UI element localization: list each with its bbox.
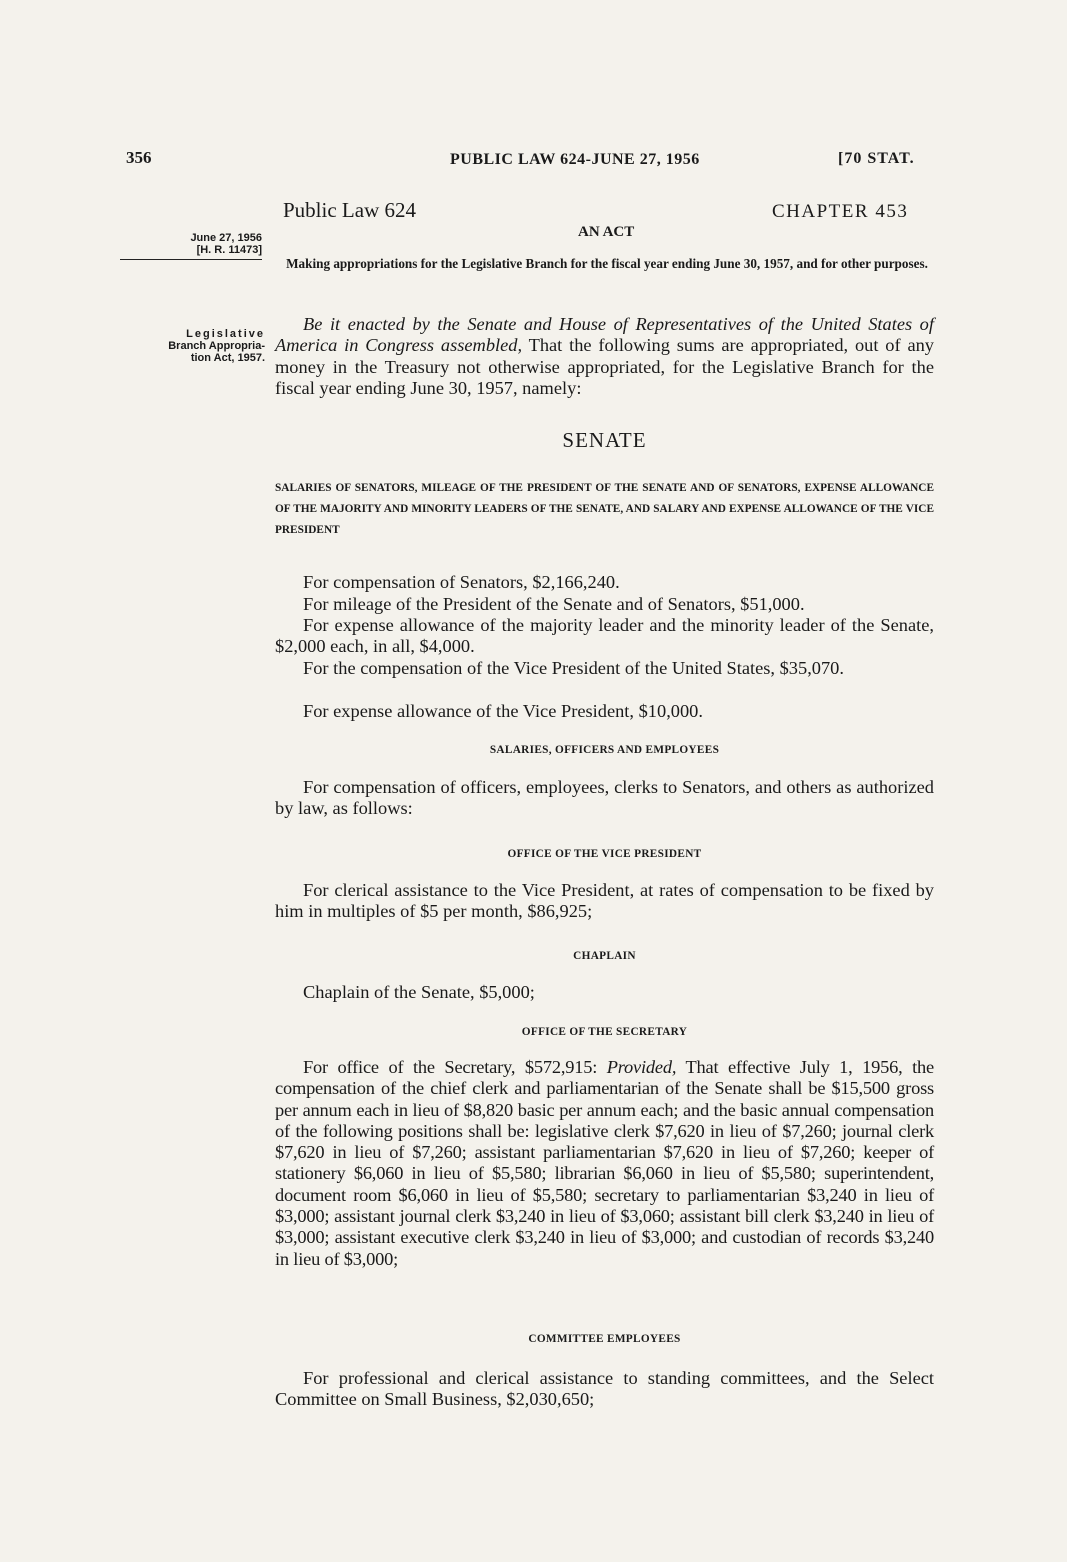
paragraph-senators-compensation: For compensation of Senators, $2,166,240.: [303, 572, 620, 592]
senate-heading: SENATE: [562, 428, 647, 452]
running-head: PUBLIC LAW 624-JUNE 27, 1956: [450, 151, 700, 168]
page-number: 356: [126, 148, 152, 167]
margin-note-line: tion Act, 1957.: [190, 352, 265, 364]
paragraph-vp-clerical: For clerical assistance to the Vice President, at rates of compensation to be fixed by him in multiples of $5 per month, $86,925;: [275, 880, 934, 922]
paragraph-vp-compensation: For the compensation of the Vice President of the United States, $35,070.: [303, 658, 844, 678]
margin-note-line: Legislative: [186, 328, 265, 340]
margin-date: June 27, 1956: [190, 232, 262, 244]
enacting-clause-text: That the following sums are appropriated, out of any money in the Treasury not otherwise appropriated, for the Legislative Branch for the fiscal year ending June 30, 1957, namely:: [275, 335, 934, 398]
secretary-proviso: Provided,: [606, 1057, 677, 1077]
paragraph-mileage: For mileage of the President of the Senate and of Senators, $51,000.: [303, 594, 805, 614]
secretary-heading: OFFICE OF THE SECRETARY: [521, 1026, 688, 1038]
margin-note-line: Branch Appropria-: [168, 340, 265, 352]
paragraph-vp-allowance: For expense allowance of the Vice President, $10,000.: [303, 701, 703, 721]
committee-heading: COMMITTEE EMPLOYEES: [528, 1333, 681, 1345]
secretary-text-rest: That effective July 1, 1956, the compensation of the chief clerk and parliamentarian of the Senate shall be $15,500 gross per annum each in lieu of $8,820 basic per annum each; and the basic annual compensation of the following positions shall be: legislative clerk $7,620 in lieu of $7,260; journal clerk $7,620 in lieu of $7,260; assistant parliamentarian $7,620 in lieu of $7,260; keeper of stationery $6,060 in lieu of $5,580; librarian $6,060 in lieu of $5,580; superintendent, document room $6,060 in lieu of $5,580; secretary to parliamentarian $3,240 in lieu of $3,000; assistant journal clerk $3,240 in lieu of $3,060; assistant bill clerk $3,240 in lieu of $3,000; assistant executive clerk $3,240 in lieu of $3,000; and custodian of records $3,240 in lieu of $3,000;: [275, 1057, 934, 1269]
paragraph-committee: For professional and clerical assistance to standing committees, and the Select Committee on Small Business, $2,030,650;: [275, 1368, 934, 1410]
margin-date-note: [120, 232, 262, 260]
paragraph-leaders-allowance: For expense allowance of the majority leader and the minority leader of the Senate, $2,000 each, in all, $4,000.: [275, 615, 934, 657]
margin-bill-number: [H. R. 11473]: [196, 244, 262, 256]
senate-subheading: SALARIES OF SENATORS, MILEAGE OF THE PRESIDENT OF THE SENATE AND OF SENATORS, EXPENSE ALLOWANCE OF THE MAJORITY AND MINORITY LEADERS OF THE SENATE, AND SALARY AND EXPENSE ALLOWANCE OF THE VICE PRESIDENT: [275, 482, 934, 536]
secretary-text-start: For office of the Secretary, $572,915:: [303, 1057, 607, 1077]
paragraph-officers-compensation: For compensation of officers, employees, clerks to Senators, and others as authorized by law, as follows:: [275, 777, 934, 819]
paragraph-chaplain: Chaplain of the Senate, $5,000;: [303, 982, 535, 1002]
margin-act-note: [117, 328, 265, 364]
enacting-clause: [275, 314, 934, 399]
vp-office-heading: OFFICE OF THE VICE PRESIDENT: [507, 848, 702, 860]
enacting-clause-italic: Be it enacted by the Senate and House of Representatives of the United States of America in Congress assembled,: [275, 314, 934, 356]
act-description: Making appropriations for the Legislative Branch for the fiscal year ending June 30, 1957, and for other purposes.: [286, 256, 928, 271]
chaplain-heading: CHAPLAIN: [573, 950, 636, 962]
act-label: AN ACT: [578, 224, 635, 240]
chapter-number: CHAPTER 453: [772, 201, 909, 222]
paragraph-secretary: [275, 1057, 934, 1270]
statute-reference: [70 STAT.: [838, 150, 915, 167]
salaries-heading: SALARIES, OFFICERS AND EMPLOYEES: [489, 744, 720, 756]
law-title: Public Law 624: [283, 198, 416, 222]
